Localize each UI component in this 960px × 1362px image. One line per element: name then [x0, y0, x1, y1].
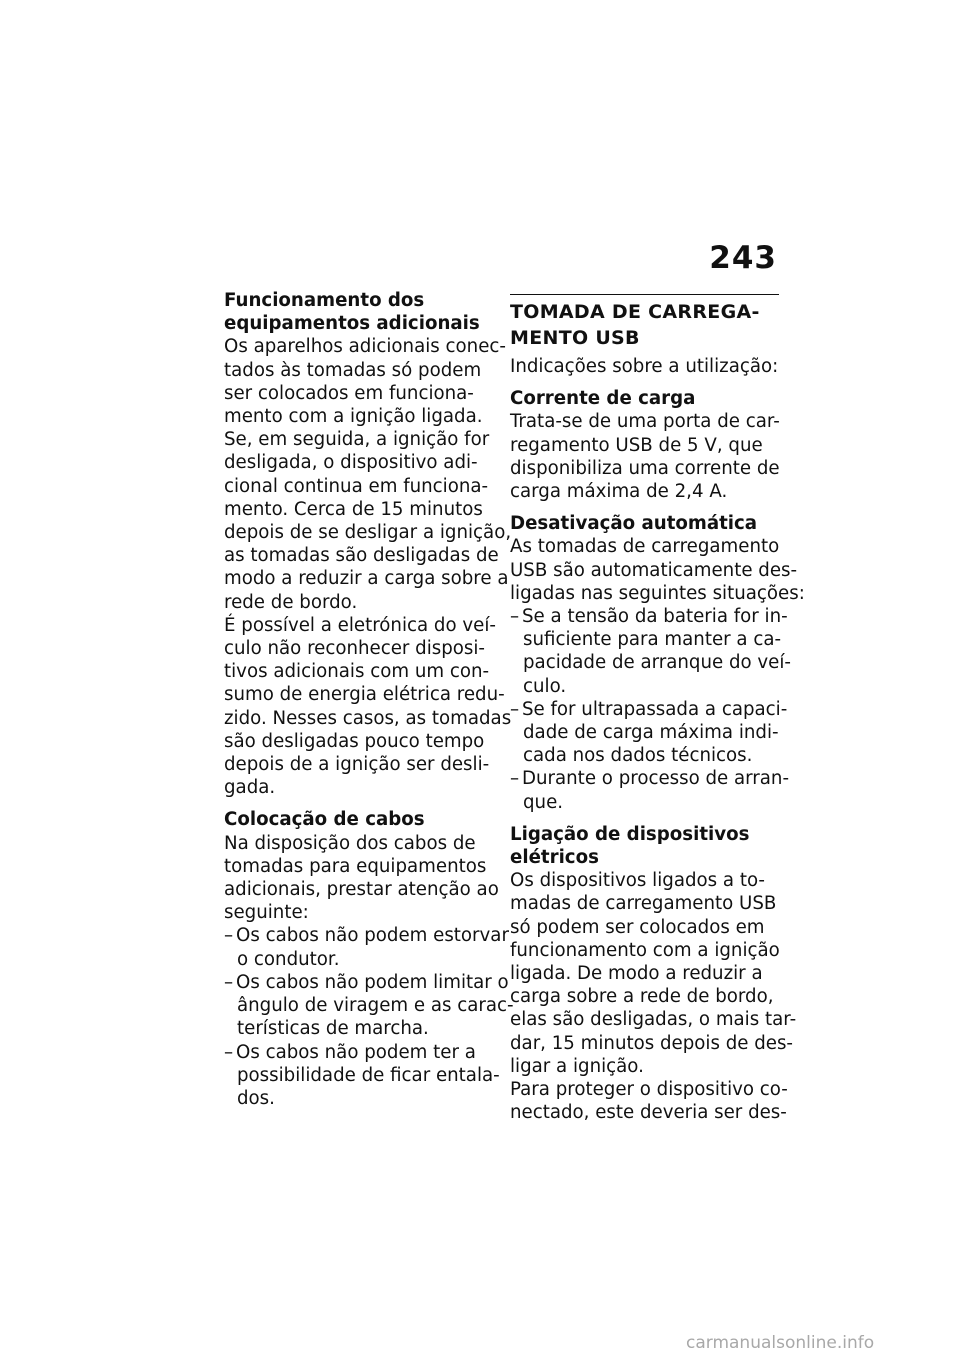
- list-item: – Durante o processo de arran- que.: [510, 768, 790, 813]
- list-marker: –: [510, 768, 520, 790]
- section-heading-equipamentos: Funcionamento dos equipamentos adicionais: [224, 290, 480, 335]
- section-heading-ligacao: Ligação de dispositivos elétricos: [510, 823, 750, 869]
- spacer: [510, 378, 779, 387]
- intro-text: Indicações sobre a utilização:: [510, 356, 779, 377]
- list-item: – Os cabos não podem limitar o ângulo de viragem e as carac- terísticas de marcha.: [224, 971, 514, 1040]
- list-marker: –: [510, 698, 520, 720]
- page-number: 243: [709, 240, 777, 276]
- spacer: [510, 814, 779, 823]
- watermark-text: carmanualsonline.info: [686, 1333, 875, 1353]
- section-body-corrente: Trata-se de uma porta de car- regamento USB de 5 V, que disponibiliza uma corrente de carga máxima de 2,4 A.: [510, 411, 780, 503]
- section-heading-cabos: Colocação de cabos: [224, 809, 425, 831]
- list-item: – Se a tensão da bateria for in- suficiente para manter a ca- pacidade de arranque do veí- culo.: [510, 606, 791, 697]
- section-divider: [510, 294, 779, 295]
- desativacao-list: [510, 605, 791, 814]
- section-heading-desativacao: Desativação automática: [510, 513, 758, 535]
- list-item: – Os cabos não podem estorvar o condutor.: [224, 925, 509, 970]
- left-column: [224, 289, 514, 1110]
- right-column: [510, 289, 805, 1125]
- list-marker: –: [510, 606, 520, 628]
- section-body-equipamentos: Os aparelhos adicionais conec- tados às tomadas só podem ser colocados em funciona- mento com a ignição ligada. Se, em seguida, a ignição for desligada, o dispositivo adi- cional continua em funciona- mento. Cerca de 15 minutos depois de se desligar a ignição, as tomadas são desligadas de modo a reduzir a carga sobre a rede de bordo. É possível a eletrónica do veí- culo não reconhecer disposi- tivos adicionais com um con- sumo de energia elétrica redu- zido. Nesses casos, as tomadas são desligadas pouco tempo depois de a ignição ser desli- gada.: [224, 336, 512, 799]
- list-marker: –: [224, 925, 234, 947]
- list-item: – Os cabos não podem ter a possibilidade de ficar entala- dos.: [224, 1041, 500, 1109]
- spacer: [510, 503, 779, 512]
- list-marker: –: [224, 1041, 234, 1063]
- section-body-cabos: Na disposição dos cabos de tomadas para equipamentos adicionais, prestar atenção ao seguinte:: [224, 832, 499, 924]
- spacer: [224, 799, 492, 808]
- list-marker: –: [224, 971, 234, 993]
- section-body-desativacao: As tomadas de carregamento USB são automaticamente des- ligadas nas seguintes situações:: [510, 536, 805, 604]
- list-item: – Se for ultrapassada a capaci- dade de carga máxima indi- cada nos dados técnicos.: [510, 698, 788, 767]
- section-body-ligacao: Os dispositivos ligados a to- madas de carregamento USB só podem ser colocados em funcionamento com a ignição ligada. De modo a reduzir a carga sobre a rede de bordo, elas são desligadas, o mais tar- dar, 15 minutos depois de des- ligar a ignição. Para proteger o dispositivo co- nectado, este deveria ser des-: [510, 870, 797, 1124]
- section-heading-corrente: Corrente de carga: [510, 388, 696, 410]
- cabos-list: [224, 924, 514, 1110]
- section-title-usb: TOMADA DE CARREGA- MENTO USB: [510, 301, 760, 349]
